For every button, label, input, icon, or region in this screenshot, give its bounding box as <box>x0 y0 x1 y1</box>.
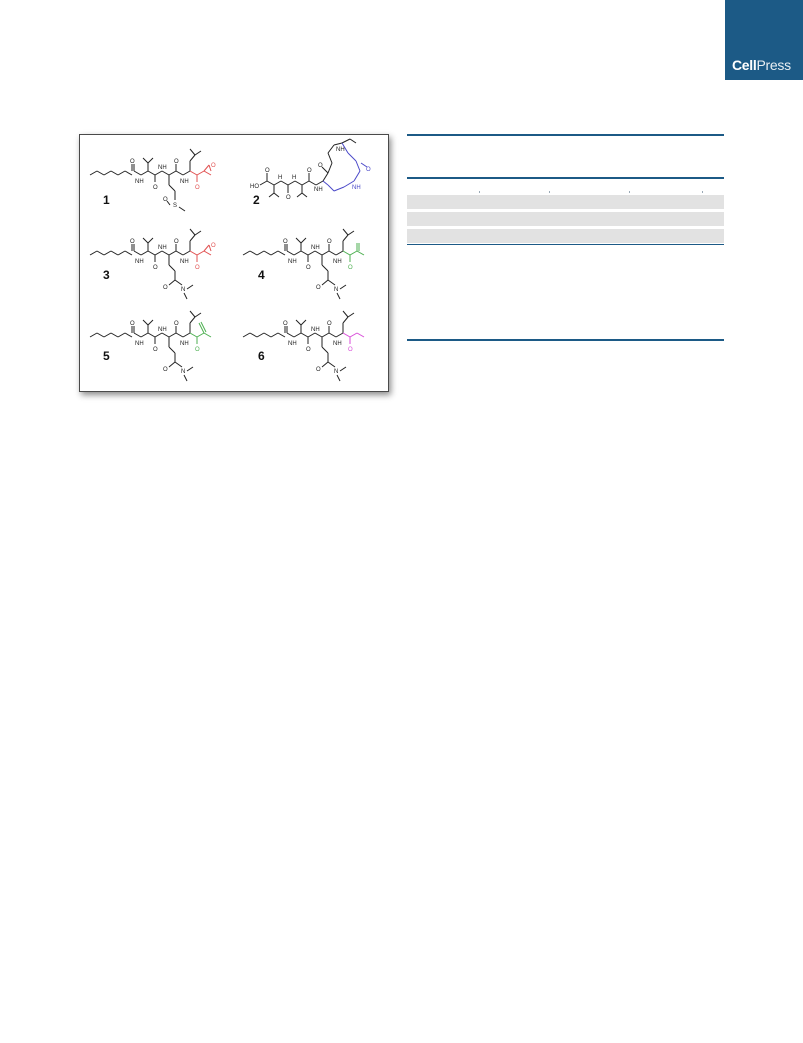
epoxide-oxygen-label: O <box>211 163 216 169</box>
residue-side-chain <box>169 265 175 271</box>
hexanoyl-chain <box>271 251 278 255</box>
warhead <box>357 251 364 255</box>
compound-label-2: 2 <box>253 193 260 207</box>
hexanoyl-chain <box>111 251 118 255</box>
leucine-side-chain <box>195 313 201 317</box>
valine-side-chain <box>143 158 148 163</box>
amide-h-label: H <box>278 175 283 181</box>
amide-bond <box>328 280 335 285</box>
methyl-bond <box>187 367 193 371</box>
backbone <box>148 171 155 175</box>
hexanoyl-chain <box>97 333 104 337</box>
amide-nh-label: NH <box>333 341 342 347</box>
valine-side-chain <box>297 193 302 197</box>
table-body-rule <box>407 244 724 245</box>
warhead <box>343 251 350 255</box>
methyl-bond <box>340 367 346 371</box>
backbone <box>294 333 301 337</box>
data-table <box>407 134 724 344</box>
hexanoyl-chain <box>264 251 271 255</box>
table-row <box>407 212 724 226</box>
hexanoyl-chain <box>90 171 97 175</box>
vinyl-bond <box>201 322 206 332</box>
hexanoyl-chain <box>118 171 125 175</box>
macrocycle-lactam <box>356 161 360 171</box>
valine-side-chain <box>143 320 148 325</box>
backbone <box>329 251 336 255</box>
compound-label-6: 6 <box>258 349 265 363</box>
oxygen-label: O <box>316 367 321 373</box>
leucine-side-chain <box>348 313 354 317</box>
amide-nh-label: NH <box>180 341 189 347</box>
oxygen-label: O <box>286 195 291 201</box>
hydroxyl-label: HO <box>250 184 259 190</box>
hexanoyl-chain <box>271 333 278 337</box>
hexanoyl-chain <box>125 171 132 175</box>
oxygen-label: O <box>130 159 135 165</box>
backbone <box>162 251 169 255</box>
hexanoyl-chain <box>90 251 97 255</box>
macrocycle-lactam <box>328 185 334 191</box>
backbone <box>141 171 148 175</box>
backbone <box>309 181 316 185</box>
oxygen-label: O <box>318 163 323 169</box>
leucine-side-chain <box>195 231 201 235</box>
backbone <box>295 181 302 185</box>
backbone <box>169 171 176 175</box>
hexanoyl-chain <box>97 251 104 255</box>
amide-bond <box>175 280 182 285</box>
valine-side-chain <box>296 238 301 243</box>
epoxide-oxygen-label: O <box>211 243 216 249</box>
backbone <box>315 251 322 255</box>
compound-label-5: 5 <box>103 349 110 363</box>
oxygen-label: O <box>130 321 135 327</box>
backbone <box>329 333 336 337</box>
hexanoyl-chain <box>257 333 264 337</box>
amide-nh-label: NH <box>333 259 342 265</box>
table-bottom-rule <box>407 339 724 341</box>
backbone <box>287 251 294 255</box>
chemical-structures-drawing <box>80 135 388 391</box>
residue-side-chain <box>169 185 175 191</box>
valine-side-chain <box>269 193 274 197</box>
warhead <box>197 171 204 175</box>
warhead <box>357 333 364 337</box>
backbone <box>308 251 315 255</box>
residue-side-chain <box>322 347 328 353</box>
amide-nh-label: NH <box>311 245 320 251</box>
warhead <box>204 333 211 337</box>
leucine-side-chain <box>190 311 195 317</box>
backbone <box>148 251 155 255</box>
hexanoyl-chain <box>118 333 125 337</box>
oxygen-label: O <box>307 168 312 174</box>
leucine-side-chain <box>343 317 348 323</box>
backbone <box>267 181 274 185</box>
oxygen-label: O <box>265 168 270 174</box>
backbone <box>183 171 190 175</box>
macrocycle <box>328 153 332 163</box>
hexanoyl-chain <box>111 333 118 337</box>
oxygen-label: O <box>174 239 179 245</box>
valine-side-chain <box>296 320 301 325</box>
methyl-bond <box>337 293 340 299</box>
macrocycle <box>342 139 350 143</box>
backbone <box>336 251 343 255</box>
warhead <box>190 171 197 175</box>
valine-side-chain <box>302 193 307 197</box>
backbone <box>322 251 329 255</box>
macrocycle <box>334 143 342 145</box>
lactam-nh-label: NH <box>352 185 361 191</box>
macrocycle <box>328 145 334 153</box>
macrocycle-lactam <box>348 153 356 161</box>
hexanoyl-chain <box>104 251 111 255</box>
backbone <box>287 333 294 337</box>
leucine-side-chain <box>343 235 348 241</box>
leucine-side-chain <box>190 317 195 323</box>
oxygen-label: O <box>163 285 168 291</box>
amide-nh-label: NH <box>180 179 189 185</box>
warhead-oxygen-label: O <box>195 347 200 353</box>
backbone <box>162 171 169 175</box>
backbone <box>134 251 141 255</box>
backbone <box>155 333 162 337</box>
methyl-bond <box>340 285 346 289</box>
backbone <box>308 333 315 337</box>
oxygen-label: O <box>306 265 311 271</box>
amide-h-label: H <box>292 175 297 181</box>
warhead-oxygen-label: O <box>348 347 353 353</box>
oxygen-label: O <box>153 265 158 271</box>
backbone <box>141 333 148 337</box>
leucine-side-chain <box>195 151 201 155</box>
backbone <box>155 171 162 175</box>
oxygen-label: O <box>316 285 321 291</box>
leucine-side-chain <box>190 149 195 155</box>
valine-side-chain <box>301 238 306 243</box>
table-top-rule <box>407 134 724 136</box>
amide-nh-label: NH <box>135 179 144 185</box>
backbone <box>155 251 162 255</box>
table-column-ticks <box>407 179 724 195</box>
hexanoyl-chain <box>250 333 257 337</box>
hexanoyl-chain <box>104 333 111 337</box>
leucine-side-chain <box>190 229 195 235</box>
amide-nh-label: NH <box>158 245 167 251</box>
cellpress-logo: CellPress <box>732 57 791 73</box>
backbone <box>260 181 267 185</box>
backbone <box>288 181 295 185</box>
table-row <box>407 229 724 243</box>
hexanoyl-chain <box>104 171 111 175</box>
amide-nh-label: NH <box>288 341 297 347</box>
backbone <box>148 333 155 337</box>
backbone <box>169 333 176 337</box>
leucine-side-chain <box>190 235 195 241</box>
hexanoyl-chain <box>97 171 104 175</box>
macrocycle <box>328 163 332 173</box>
amide-nh-label: NH <box>135 259 144 265</box>
warhead <box>350 251 357 255</box>
oxygen-label: O <box>130 239 135 245</box>
warhead <box>197 251 204 255</box>
hexanoyl-chain <box>118 251 125 255</box>
warhead <box>190 251 197 255</box>
amide-nh-label: NH <box>336 147 345 153</box>
hexanoyl-chain <box>111 171 118 175</box>
oxygen-label: O <box>327 321 332 327</box>
hexanoyl-chain <box>257 251 264 255</box>
warhead-oxygen-label: O <box>195 265 200 271</box>
backbone <box>176 333 183 337</box>
backbone <box>134 333 141 337</box>
oxygen-label: O <box>163 197 168 203</box>
valine-side-chain <box>148 158 153 163</box>
backbone <box>336 333 343 337</box>
valine-side-chain <box>274 193 279 197</box>
amide-bond <box>175 362 182 367</box>
hexanoyl-chain <box>264 333 271 337</box>
backbone <box>183 251 190 255</box>
table-row <box>407 195 724 209</box>
oxygen-label: O <box>174 321 179 327</box>
compound-label-3: 3 <box>103 268 110 282</box>
warhead-oxygen-label: O <box>348 265 353 271</box>
backbone <box>274 181 281 185</box>
warhead <box>197 333 204 337</box>
backbone <box>169 251 176 255</box>
amide-nh-label: NH <box>158 165 167 171</box>
valine-side-chain <box>301 320 306 325</box>
valine-side-chain <box>148 238 153 243</box>
macrocycle <box>323 173 328 181</box>
amide-bond <box>322 362 328 367</box>
amide-bond <box>322 280 328 285</box>
methyl-bond <box>179 207 185 211</box>
residue-side-chain <box>322 265 328 271</box>
macrocycle-lactam <box>354 171 360 181</box>
backbone <box>141 251 148 255</box>
hexanoyl-chain <box>243 251 250 255</box>
backbone <box>301 251 308 255</box>
cellpress-brand-tab <box>725 0 803 80</box>
amide-nh-label: NH <box>314 187 323 193</box>
leucine-side-chain <box>343 229 348 235</box>
amide-nh-label: NH <box>135 341 144 347</box>
epoxide-ring <box>204 245 209 251</box>
hexanoyl-chain <box>125 251 132 255</box>
oxygen-label: O <box>174 159 179 165</box>
amide-nh-label: NH <box>158 327 167 333</box>
oxygen-label: O <box>153 185 158 191</box>
methyl-bond <box>184 293 187 299</box>
warhead <box>204 251 211 255</box>
residue-side-chain <box>169 347 175 353</box>
nitrogen-label: N <box>181 287 186 293</box>
compound-structures-figure <box>79 134 389 392</box>
warhead <box>350 333 357 337</box>
amide-nh-label: NH <box>288 259 297 265</box>
amide-nh-label: NH <box>180 259 189 265</box>
compound-label-1: 1 <box>103 193 110 207</box>
leucine-side-chain <box>190 155 195 161</box>
valine-side-chain <box>148 320 153 325</box>
backbone <box>322 333 329 337</box>
backbone <box>294 251 301 255</box>
backbone <box>176 251 183 255</box>
carbonyl-bond <box>322 167 328 173</box>
isopropyl <box>350 139 356 143</box>
oxygen-label: O <box>327 239 332 245</box>
epoxide-ring <box>204 165 209 171</box>
nitrogen-label: N <box>334 369 339 375</box>
warhead-oxygen-label: O <box>195 185 200 191</box>
backbone <box>301 333 308 337</box>
hexanoyl-chain <box>90 333 97 337</box>
leucine-side-chain <box>348 231 354 235</box>
nitrogen-label: N <box>334 287 339 293</box>
hexanoyl-chain <box>125 333 132 337</box>
methyl-bond <box>187 285 193 289</box>
hexanoyl-chain <box>278 251 285 255</box>
lactam-oxygen-label: O <box>366 167 371 173</box>
backbone <box>281 181 288 185</box>
valine-side-chain <box>143 238 148 243</box>
oxygen-label: O <box>283 321 288 327</box>
backbone <box>134 171 141 175</box>
backbone <box>176 171 183 175</box>
hexanoyl-chain <box>250 251 257 255</box>
amide-bond <box>169 362 175 367</box>
oxygen-label: O <box>306 347 311 353</box>
vinyl-bond <box>199 323 204 333</box>
backbone <box>162 333 169 337</box>
oxygen-label: O <box>153 347 158 353</box>
backbone <box>302 181 309 185</box>
hexanoyl-chain <box>278 333 285 337</box>
amide-bond <box>328 362 335 367</box>
amide-nh-label: NH <box>311 327 320 333</box>
sulfur-label: S <box>173 203 178 209</box>
methyl-bond <box>184 375 187 381</box>
oxygen-label: O <box>283 239 288 245</box>
methyl-bond <box>337 375 340 381</box>
backbone <box>315 333 322 337</box>
compound-label-4: 4 <box>258 268 265 282</box>
hexanoyl-chain <box>243 333 250 337</box>
macrocycle-lactam <box>323 181 328 185</box>
leucine-side-chain <box>343 311 348 317</box>
backbone <box>316 181 323 185</box>
nitrogen-label: N <box>181 369 186 375</box>
warhead <box>204 171 211 175</box>
amide-bond <box>169 280 175 285</box>
warhead <box>343 333 350 337</box>
oxygen-label: O <box>163 367 168 373</box>
warhead <box>190 333 197 337</box>
macrocycle-lactam <box>334 187 344 191</box>
backbone <box>183 333 190 337</box>
